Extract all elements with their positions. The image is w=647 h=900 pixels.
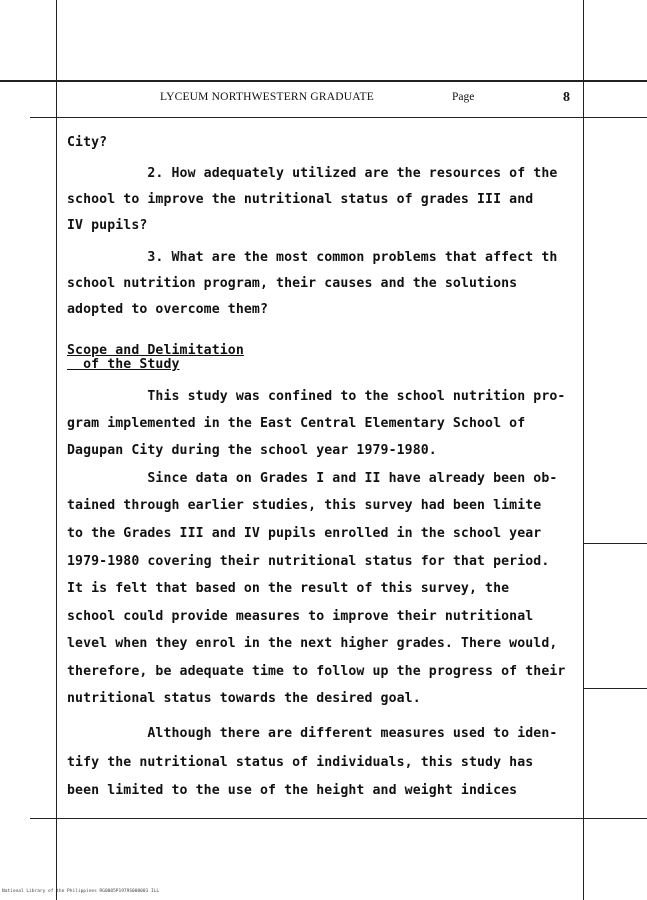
text-line: gram implemented in the East Central Elementary School of bbox=[67, 416, 526, 431]
bottom-rule bbox=[30, 818, 647, 819]
margin-tick-1 bbox=[583, 543, 647, 544]
text-line: 3. What are the most common problems that affect th bbox=[67, 250, 558, 265]
header-title: LYCEUM NORTHWESTERN GRADUATE bbox=[160, 91, 374, 103]
page-number: 8 bbox=[563, 90, 570, 105]
text-line: 2. How adequately utilized are the resources of the bbox=[67, 166, 558, 181]
text-line: City? bbox=[67, 135, 108, 150]
archive-footer: National Library of the Philippines RG0005P1979S000001 ILL bbox=[2, 889, 160, 894]
text-line: It is felt that based on the result of this survey, the bbox=[67, 581, 510, 596]
text-line: been limited to the use of the height and weight indices bbox=[67, 783, 518, 798]
text-line: Since data on Grades I and II have already been ob- bbox=[67, 471, 558, 486]
text-line: level when they enrol in the next higher grades. There would, bbox=[67, 636, 558, 651]
text-line: school nutrition program, their causes and the solutions bbox=[67, 276, 518, 291]
section-heading-cont: of the Study bbox=[67, 357, 180, 372]
text-line: Dagupan City during the school year 1979-1980. bbox=[67, 443, 437, 458]
right-margin-rule bbox=[583, 0, 584, 900]
header-page-label: Page bbox=[452, 91, 475, 103]
text-line: 1979-1980 covering their nutritional status for that period. bbox=[67, 554, 550, 569]
text-line: IV pupils? bbox=[67, 218, 148, 233]
header-bottom-rule bbox=[30, 117, 647, 118]
text-line: school could provide measures to improve their nutritional bbox=[67, 609, 534, 624]
section-heading: Scope and Delimitation bbox=[67, 343, 244, 358]
text-line: nutritional status towards the desired goal. bbox=[67, 691, 421, 706]
text-line: school to improve the nutritional status of grades III and bbox=[67, 192, 534, 207]
margin-tick-2 bbox=[583, 688, 647, 689]
text-line: adopted to overcome them? bbox=[67, 302, 268, 317]
header-top-rule bbox=[0, 80, 647, 82]
text-line: to the Grades III and IV pupils enrolled in the school year bbox=[67, 526, 542, 541]
text-line: Although there are different measures used to iden- bbox=[67, 726, 558, 741]
text-line: This study was confined to the school nutrition pro- bbox=[67, 389, 566, 404]
left-margin-rule bbox=[56, 0, 57, 900]
text-line: tify the nutritional status of individuals, this study has bbox=[67, 755, 534, 770]
text-line: therefore, be adequate time to follow up the progress of their bbox=[67, 664, 566, 679]
text-line: tained through earlier studies, this survey had been limite bbox=[67, 498, 542, 513]
